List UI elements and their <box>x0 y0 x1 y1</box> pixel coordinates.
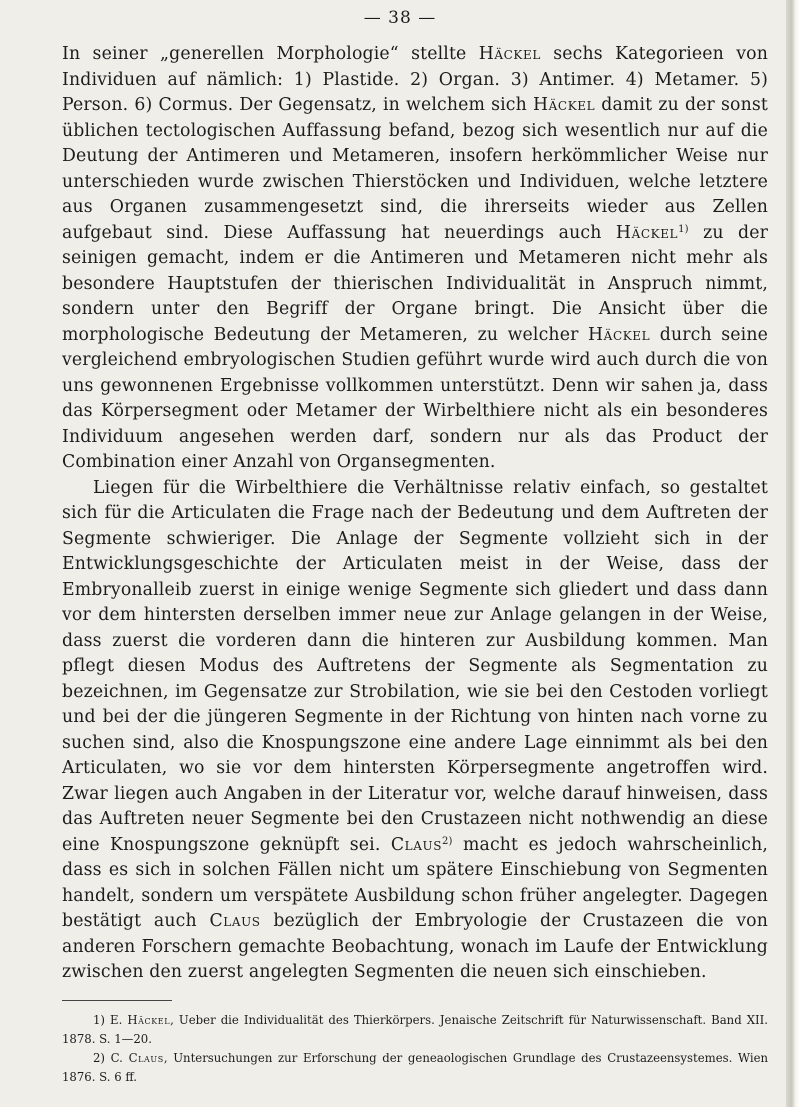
text-run: durch seine vergleichend embryologischen Studien geführt wurde wird auch durch die von uns gewonnenen Ergebnisse vollkommen unterstützt. Denn wir sahen ja, dass das Körpersegment oder Metamer der Wirbelthiere nicht als ein besonderes Individuum angesehen werden darf, sondern nur als das Product der Combination einer Anzahl von Organsegmenten. <box>62 324 768 472</box>
paragraph <box>62 476 768 986</box>
text-run: damit zu der sonst üblichen tectologischen Auffassung befand, bezog sich wesentlich nur auf die Deutung der Antimeren und Metameren, insofern herkömmlicher Weise nur unterschieden wurde zwischen Thierstöcken und Individuen, welche letztere aus Organen zusammengesetzt sind, die ihrerseits wieder aus Zellen aufgebaut sind. Diese Auffassung hat neuerdings auch <box>62 95 768 243</box>
text-run: 1) E. <box>93 1013 128 1027</box>
text-run: bezüglich der Embryologie der Crustazeen die von anderen Forschern gemachte Beobachtung, wonach im Laufe der Entwicklung zwischen den zuerst angelegten Segmenten die neuen sich einschieben. <box>62 911 768 982</box>
paragraph <box>62 42 768 476</box>
text-run: zu der seinigen gemacht, indem er die Antimeren und Metameren nicht mehr als besondere Hauptstufen der thierischen Individualität in Anspruch nimmt, sondern unter den Begriff der Organe bringt. Die Ansicht über die morphologische Bedeutung der Metameren, zu welcher <box>62 222 768 345</box>
footnotes <box>62 1011 768 1087</box>
author-name: Claus <box>209 911 261 931</box>
text-run: , Untersuchungen zur Erforschung der geneaologischen Grundlage des Crustazeensystemes. Wien 1876. S. 6 ff. <box>62 1051 769 1084</box>
footnote <box>62 1049 768 1087</box>
page-edge <box>786 0 800 1107</box>
text-run: macht es jedoch wahrscheinlich, dass es sich in solchen Fällen nicht um spätere Einschiebung von Segmenten handelt, sondern um verspätete Ausbildung schon früher angelegter. Dagegen bestätigt auch <box>62 834 768 931</box>
body-text <box>62 42 768 986</box>
footnote-reference: 1) <box>678 223 689 235</box>
page-number: — 38 — <box>363 8 437 28</box>
author-name: Claus <box>390 834 443 855</box>
text-run: sechs Kategorieen von Individuen auf nämlich: 1) Plastide. 2) Organ. 3) Antimer. 4) Metamer. 5) Person. 6) Cormus. Der Gegensatz, in welchem sich <box>62 44 768 115</box>
author-name: Claus <box>128 1051 164 1065</box>
footnote <box>62 1011 768 1049</box>
text-run: Liegen für die Wirbelthiere die Verhältnisse relativ einfach, so gestaltet sich für die Articulaten die Frage nach der Bedeutung und dem Auftreten der Segmente schwieriger. Die Anlage der Segmente vollzieht sich in der Entwicklungsgeschichte der Articulaten meist in der Weise, dass der Embryonalleib zuerst in einige wenige Segmente sich gliedert und dass dann vor dem hintersten derselben immer neue zur Anlage gelangen in der Weise, dass zuerst die vorderen dann die hinteren zur Ausbildung kommen. Man pflegt diesen Modus des Auftretens der Segmente als Segmentation zu bezeichnen, im Gegensatze zur Strobilation, wie sie bei den Cestoden vorliegt und bei der die jüngeren Segmente in der Richtung von hinten nach vorne zu suchen sind, also die Knospungszone eine andere Lage einnimmt als bei den Articulaten, wo sie vor dem hintersten Körpersegmente angetroffen wird. Zwar liegen auch Angaben in der Literatur vor, welche darauf hinweisen, dass das Auftreten neuer Segmente bei den Crustazeen nicht nothwendig an diese eine Knospungszone geknüpft sei. <box>62 477 768 855</box>
text-run: 2) C. <box>93 1051 129 1065</box>
author-name: Häckel <box>615 222 679 243</box>
author-name: Häckel <box>588 324 651 345</box>
text-run: , Ueber die Individualität des Thierkörpers. Jenaische Zeitschrift für Naturwissenschaft. Band XII. 1878. S. 1—20. <box>62 1013 768 1046</box>
author-name: Häckel <box>127 1013 171 1027</box>
author-name: Häckel <box>478 44 541 64</box>
footnote-divider <box>62 1000 172 1001</box>
footnote-reference: 2) <box>442 835 453 847</box>
text-run: In seiner „generellen Morphologie“ stellte <box>62 44 479 64</box>
author-name: Häckel <box>533 95 596 115</box>
